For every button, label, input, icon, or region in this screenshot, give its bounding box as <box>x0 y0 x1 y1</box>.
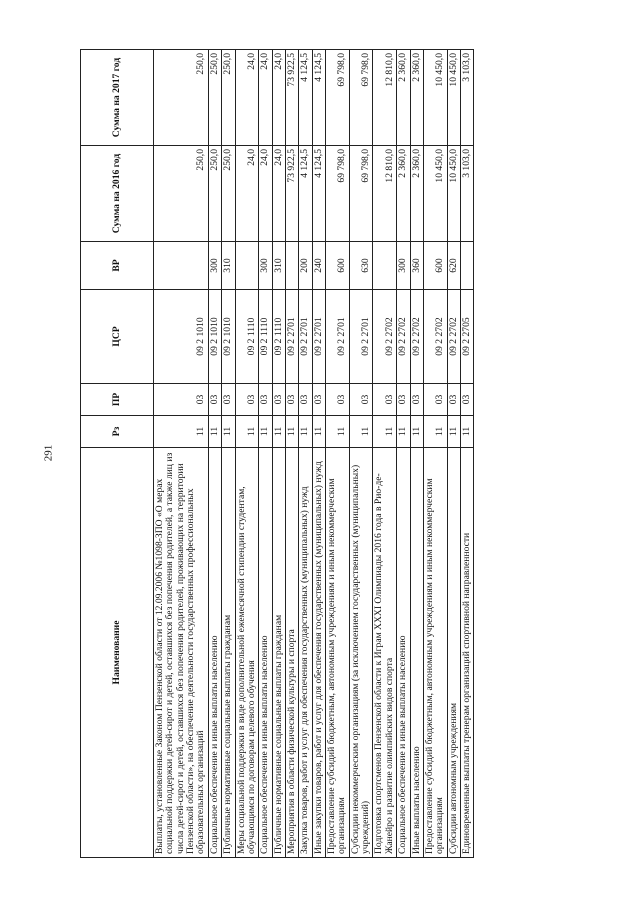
cell-sum-2017: 73 922,5 <box>285 50 298 146</box>
cell-sum-2016: 250,0 <box>154 146 209 242</box>
cell-sum-2016: 250,0 <box>208 146 221 242</box>
cell-sum-2016: 4 124,5 <box>312 146 325 242</box>
cell-csr: 09 2 1010 <box>154 290 209 384</box>
header-rz: Рз <box>81 416 154 448</box>
table-row <box>423 50 447 858</box>
cell-sum-2017: 250,0 <box>154 50 209 146</box>
page-number-text: 291 <box>42 444 54 462</box>
table-row <box>259 50 272 858</box>
cell-vr: 310 <box>222 242 235 290</box>
cell-sum-2017: 250,0 <box>208 50 221 146</box>
cell-sum-2016: 69 798,0 <box>349 146 373 242</box>
cell-name: Публичные нормативные социальные выплаты гражданам <box>272 448 285 858</box>
cell-csr: 09 2 2701 <box>299 290 312 384</box>
table-row <box>312 50 325 858</box>
cell-sum-2016: 24,0 <box>235 146 259 242</box>
cell-sum-2017: 4 124,5 <box>312 50 325 146</box>
cell-name: Выплаты, установленные Законом Пензенской области от 12.09.2006 №1098-ЗПО «О мерах социальной поддержки детей-сирот и детей, оставшихся без попечения родителей, а также лиц из числа детей-сирот и детей, оставшихся без попечения родителей, проживающих на территории Пензенской области», на обеспечение деятельности государственных профессиональных образовательных организаций <box>154 448 209 858</box>
cell-rz: 11 <box>447 416 460 448</box>
cell-rz: 11 <box>397 416 410 448</box>
cell-sum-2016: 2 360,0 <box>397 146 410 242</box>
cell-vr: 300 <box>259 242 272 290</box>
table-body <box>154 50 474 858</box>
cell-sum-2016: 10 450,0 <box>447 146 460 242</box>
cell-pr: 03 <box>154 384 209 416</box>
cell-sum-2016: 73 922,5 <box>285 146 298 242</box>
cell-name: Единовременные выплаты тренерам организаций спортивной направленности <box>460 448 473 858</box>
table-row <box>222 50 235 858</box>
cell-vr: 200 <box>299 242 312 290</box>
cell-csr: 09 2 2701 <box>312 290 325 384</box>
cell-name: Закупка товаров, работ и услуг для обеспечения государственных (муниципальных) нужд <box>299 448 312 858</box>
table-row <box>154 50 209 858</box>
cell-name: Мероприятия в области физической культуры и спорта <box>285 448 298 858</box>
cell-rz: 11 <box>285 416 298 448</box>
header-vr: ВР <box>81 242 154 290</box>
cell-csr: 09 2 2702 <box>397 290 410 384</box>
cell-vr <box>285 242 298 290</box>
cell-csr: 09 2 2705 <box>460 290 473 384</box>
header-name: Наименование <box>81 448 154 858</box>
budget-table <box>80 49 474 858</box>
cell-rz: 11 <box>259 416 272 448</box>
cell-vr: 300 <box>397 242 410 290</box>
cell-vr: 600 <box>326 242 350 290</box>
table-row <box>410 50 423 858</box>
cell-vr: 630 <box>349 242 373 290</box>
cell-pr: 03 <box>259 384 272 416</box>
cell-csr: 09 2 2701 <box>285 290 298 384</box>
table-row <box>272 50 285 858</box>
cell-name: Социальное обеспечение и иные выплаты населению <box>259 448 272 858</box>
cell-name: Подготовка спортсменов Пензенской области к Играм XXXI Олимпиады 2016 года в Рио-де-Жанейро и развитие олимпийских видов спорта <box>373 448 397 858</box>
cell-vr: 300 <box>208 242 221 290</box>
cell-sum-2016: 69 798,0 <box>326 146 350 242</box>
cell-pr: 03 <box>373 384 397 416</box>
cell-sum-2017: 69 798,0 <box>349 50 373 146</box>
cell-name: Социальное обеспечение и иные выплаты населению <box>397 448 410 858</box>
cell-rz: 11 <box>349 416 373 448</box>
cell-sum-2017: 69 798,0 <box>326 50 350 146</box>
cell-csr: 09 2 1010 <box>222 290 235 384</box>
rotated-table-container <box>80 50 613 858</box>
cell-pr: 03 <box>326 384 350 416</box>
table-row <box>349 50 373 858</box>
table-row <box>326 50 350 858</box>
cell-vr: 310 <box>272 242 285 290</box>
cell-sum-2017: 2 360,0 <box>397 50 410 146</box>
page-number <box>36 441 60 465</box>
cell-csr: 09 2 2702 <box>423 290 447 384</box>
cell-rz: 11 <box>410 416 423 448</box>
cell-sum-2016: 250,0 <box>222 146 235 242</box>
cell-sum-2016: 24,0 <box>272 146 285 242</box>
cell-sum-2017: 4 124,5 <box>299 50 312 146</box>
cell-rz: 11 <box>272 416 285 448</box>
cell-name: Иные закупки товаров, работ и услуг для обеспечения государственных (муниципальных) нужд <box>312 448 325 858</box>
header-sum-2016: Сумма на 2016 год <box>81 146 154 242</box>
cell-pr: 03 <box>312 384 325 416</box>
cell-sum-2017: 250,0 <box>222 50 235 146</box>
cell-name: Субсидии некоммерческим организациям (за исключением государственных (муниципальных) учреждений) <box>349 448 373 858</box>
cell-sum-2016: 10 450,0 <box>423 146 447 242</box>
cell-pr: 03 <box>222 384 235 416</box>
cell-sum-2017: 24,0 <box>272 50 285 146</box>
cell-sum-2016: 4 124,5 <box>299 146 312 242</box>
cell-rz: 11 <box>373 416 397 448</box>
header-sum-2017: Сумма на 2017 год <box>81 50 154 146</box>
cell-vr <box>235 242 259 290</box>
cell-csr: 09 2 2702 <box>373 290 397 384</box>
cell-name: Предоставление субсидий бюджетным, автономным учреждениям и иным некоммерческим организациям <box>423 448 447 858</box>
cell-sum-2017: 3 103,0 <box>460 50 473 146</box>
table-row <box>397 50 410 858</box>
cell-csr: 09 2 1110 <box>235 290 259 384</box>
cell-pr: 03 <box>285 384 298 416</box>
table-row <box>208 50 221 858</box>
cell-sum-2017: 12 810,0 <box>373 50 397 146</box>
table-row <box>447 50 460 858</box>
cell-name: Меры социальной поддержки в виде дополнительной ежемесячной стипендии студентам, обучающимся по договорам целевого обучения <box>235 448 259 858</box>
cell-pr: 03 <box>447 384 460 416</box>
cell-csr: 09 2 2701 <box>326 290 350 384</box>
cell-name: Социальное обеспечение и иные выплаты населению <box>208 448 221 858</box>
cell-pr: 03 <box>272 384 285 416</box>
table-row <box>460 50 473 858</box>
cell-pr: 03 <box>235 384 259 416</box>
cell-csr: 09 2 1010 <box>208 290 221 384</box>
cell-vr <box>460 242 473 290</box>
cell-rz: 11 <box>423 416 447 448</box>
cell-rz: 11 <box>154 416 209 448</box>
cell-csr: 09 2 2702 <box>447 290 460 384</box>
cell-name: Иные выплаты населению <box>410 448 423 858</box>
cell-pr: 03 <box>460 384 473 416</box>
cell-vr: 240 <box>312 242 325 290</box>
cell-sum-2017: 10 450,0 <box>447 50 460 146</box>
table-header-row <box>81 50 154 858</box>
cell-vr: 600 <box>423 242 447 290</box>
cell-rz: 11 <box>235 416 259 448</box>
cell-sum-2016: 3 103,0 <box>460 146 473 242</box>
header-pr: ПР <box>81 384 154 416</box>
table-row <box>373 50 397 858</box>
cell-rz: 11 <box>208 416 221 448</box>
cell-vr: 360 <box>410 242 423 290</box>
table-row <box>299 50 312 858</box>
cell-pr: 03 <box>299 384 312 416</box>
cell-name: Предоставление субсидий бюджетным, автономным учреждениям и иным некоммерческим организациям <box>326 448 350 858</box>
cell-csr: 09 2 2702 <box>410 290 423 384</box>
cell-sum-2017: 24,0 <box>235 50 259 146</box>
cell-sum-2017: 2 360,0 <box>410 50 423 146</box>
cell-rz: 11 <box>326 416 350 448</box>
cell-rz: 11 <box>312 416 325 448</box>
cell-csr: 09 2 1110 <box>272 290 285 384</box>
header-csr: ЦСР <box>81 290 154 384</box>
cell-sum-2016: 12 810,0 <box>373 146 397 242</box>
cell-name: Субсидии автономным учреждениям <box>447 448 460 858</box>
cell-pr: 03 <box>423 384 447 416</box>
cell-csr: 09 2 1110 <box>259 290 272 384</box>
cell-sum-2016: 24,0 <box>259 146 272 242</box>
cell-sum-2017: 10 450,0 <box>423 50 447 146</box>
cell-rz: 11 <box>299 416 312 448</box>
table-row <box>235 50 259 858</box>
cell-pr: 03 <box>397 384 410 416</box>
table-row <box>285 50 298 858</box>
cell-vr <box>373 242 397 290</box>
cell-rz: 11 <box>460 416 473 448</box>
cell-csr: 09 2 2701 <box>349 290 373 384</box>
cell-vr <box>154 242 209 290</box>
cell-sum-2017: 24,0 <box>259 50 272 146</box>
cell-pr: 03 <box>349 384 373 416</box>
cell-sum-2016: 2 360,0 <box>410 146 423 242</box>
cell-pr: 03 <box>208 384 221 416</box>
cell-name: Публичные нормативные социальные выплаты гражданам <box>222 448 235 858</box>
cell-pr: 03 <box>410 384 423 416</box>
cell-vr: 620 <box>447 242 460 290</box>
cell-rz: 11 <box>222 416 235 448</box>
